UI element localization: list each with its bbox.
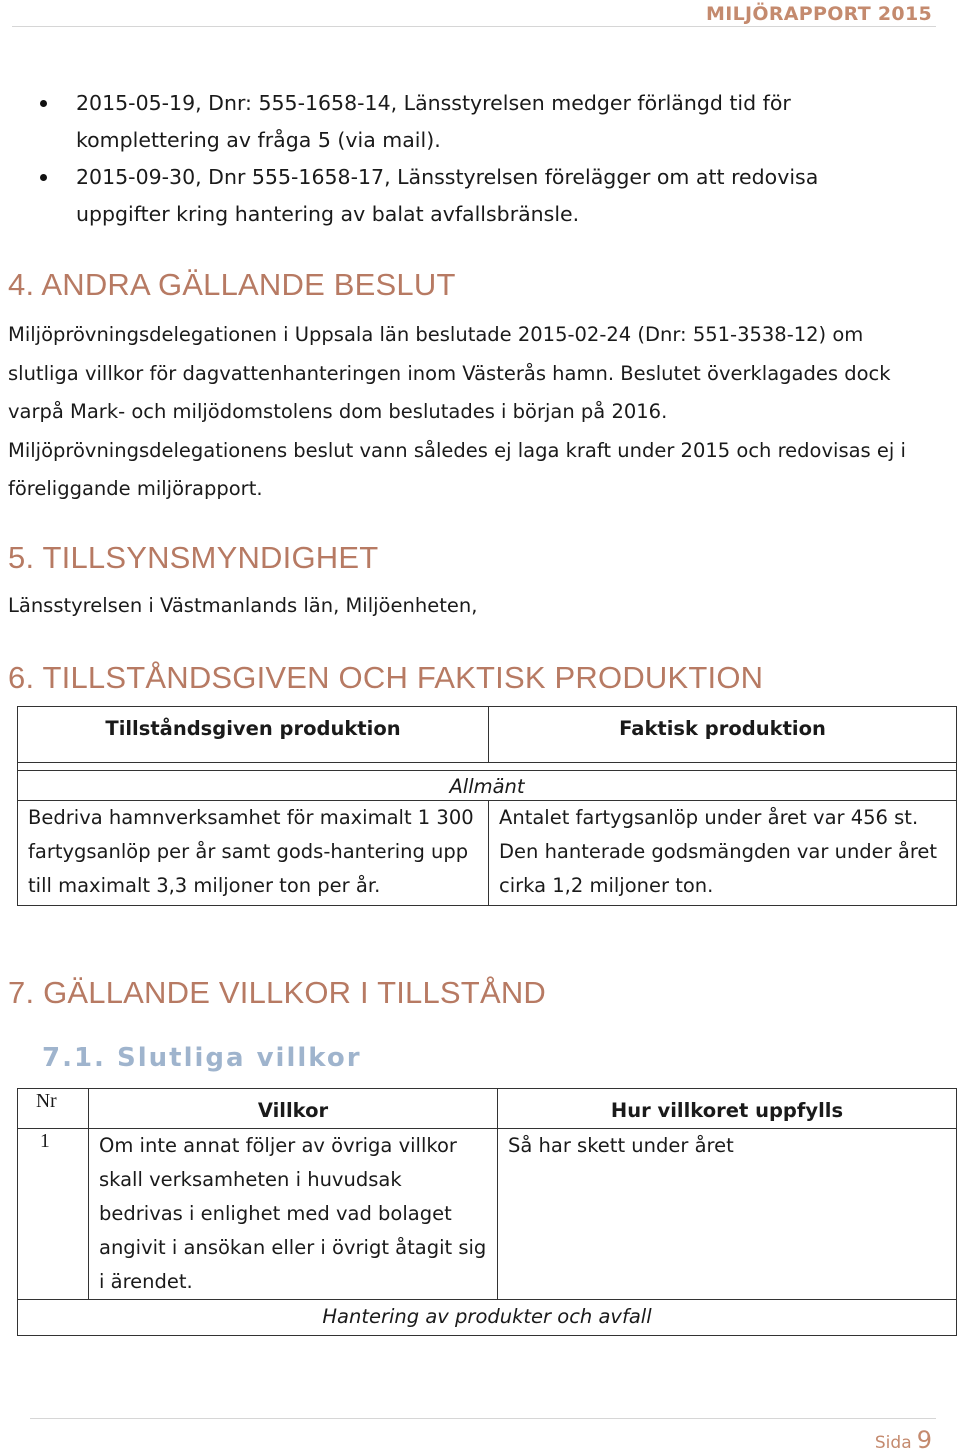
subheader-general: Allmänt — [18, 771, 957, 801]
permitted-production-cell: Bedriva hamnverksamhet för maximalt 1 300 fartygsanlöp per år samt gods-hantering upp till maximalt 3,3 miljoner ton per år. — [18, 801, 489, 906]
section-4-body: Miljöprövningsdelegationen i Uppsala län beslutade 2015-02-24 (Dnr: 551-3538-12) om slutliga villkor för dagvattenhanteringen inom Västerås hamn. Beslutet överklagades dock varpå Mark- och miljödomstolens dom beslutades i början på 2016. Miljöprövningsdelegationens beslut vann således ej laga kraft under 2015 och redovisas ej i föreliggande miljörapport. — [8, 323, 906, 500]
table-row — [18, 1129, 957, 1300]
section-7-1-heading: 7.1. Slutliga villkor — [42, 1043, 362, 1073]
section-5-body: Länsstyrelsen i Västmanlands län, Miljöenheten, — [8, 594, 478, 617]
subheader-products-waste: Hantering av produkter och avfall — [18, 1300, 957, 1336]
col-header-actual: Faktisk produktion — [489, 707, 957, 763]
page-number — [875, 1426, 932, 1454]
condition-fulfilment: Så har skett under året — [498, 1129, 957, 1300]
decision-bullet-list — [36, 85, 916, 233]
col-header-villkor: Villkor — [89, 1089, 498, 1129]
page-label: Sida — [874, 1433, 912, 1453]
table-spacer — [18, 763, 957, 771]
col-header-hur: Hur villkoret uppfylls — [498, 1089, 957, 1129]
col-header-permitted: Tillståndsgiven produktion — [18, 707, 489, 763]
section-4-heading: 4. ANDRA GÄLLANDE BESLUT — [8, 267, 456, 302]
actual-production-cell — [489, 801, 957, 906]
bullet-item — [36, 85, 916, 159]
condition-text: Om inte annat följer av övriga villkor skall verksamheten i huvudsak bedrivas i enlighet med vad bolaget angivit i ansökan eller i övrigt åtagit sig i ärendet. — [89, 1129, 498, 1300]
section-6-heading: 6. TILLSTÅNDSGIVEN OCH FAKTISK PRODUKTION — [8, 660, 764, 695]
bullet-text: 2015-09-30, Dnr 555-1658-17, Länsstyrelsen förelägger om att redovisa uppgifter kring hantering av balat avfallsbränsle. — [76, 165, 819, 226]
bullet-text: 2015-05-19, Dnr: 555-1658-14, Länsstyrelsen medger förlängd tid för komplettering av fråga 5 (via mail). — [76, 91, 791, 152]
bullet-icon — [40, 174, 47, 181]
bullet-item — [36, 159, 916, 233]
header-divider — [12, 26, 936, 27]
page-number-value: 9 — [916, 1426, 932, 1454]
actual-calls: Antalet fartygsanlöp under året var 456 st. — [499, 806, 919, 829]
section-5-heading: 5. TILLSYNSMYNDIGHET — [8, 540, 379, 575]
bullet-icon — [40, 100, 47, 107]
production-table — [17, 706, 957, 906]
report-header-title: MILJÖRAPPORT 2015 — [706, 3, 932, 25]
section-7-heading: 7. GÄLLANDE VILLKOR I TILLSTÅND — [8, 975, 546, 1010]
footer-divider — [30, 1418, 936, 1419]
conditions-table — [17, 1088, 957, 1336]
condition-nr: 1 — [18, 1129, 89, 1300]
actual-goods: Den hanterade godsmängden var under året cirka 1,2 miljoner ton. — [499, 840, 938, 897]
col-header-nr: Nr — [18, 1089, 89, 1129]
